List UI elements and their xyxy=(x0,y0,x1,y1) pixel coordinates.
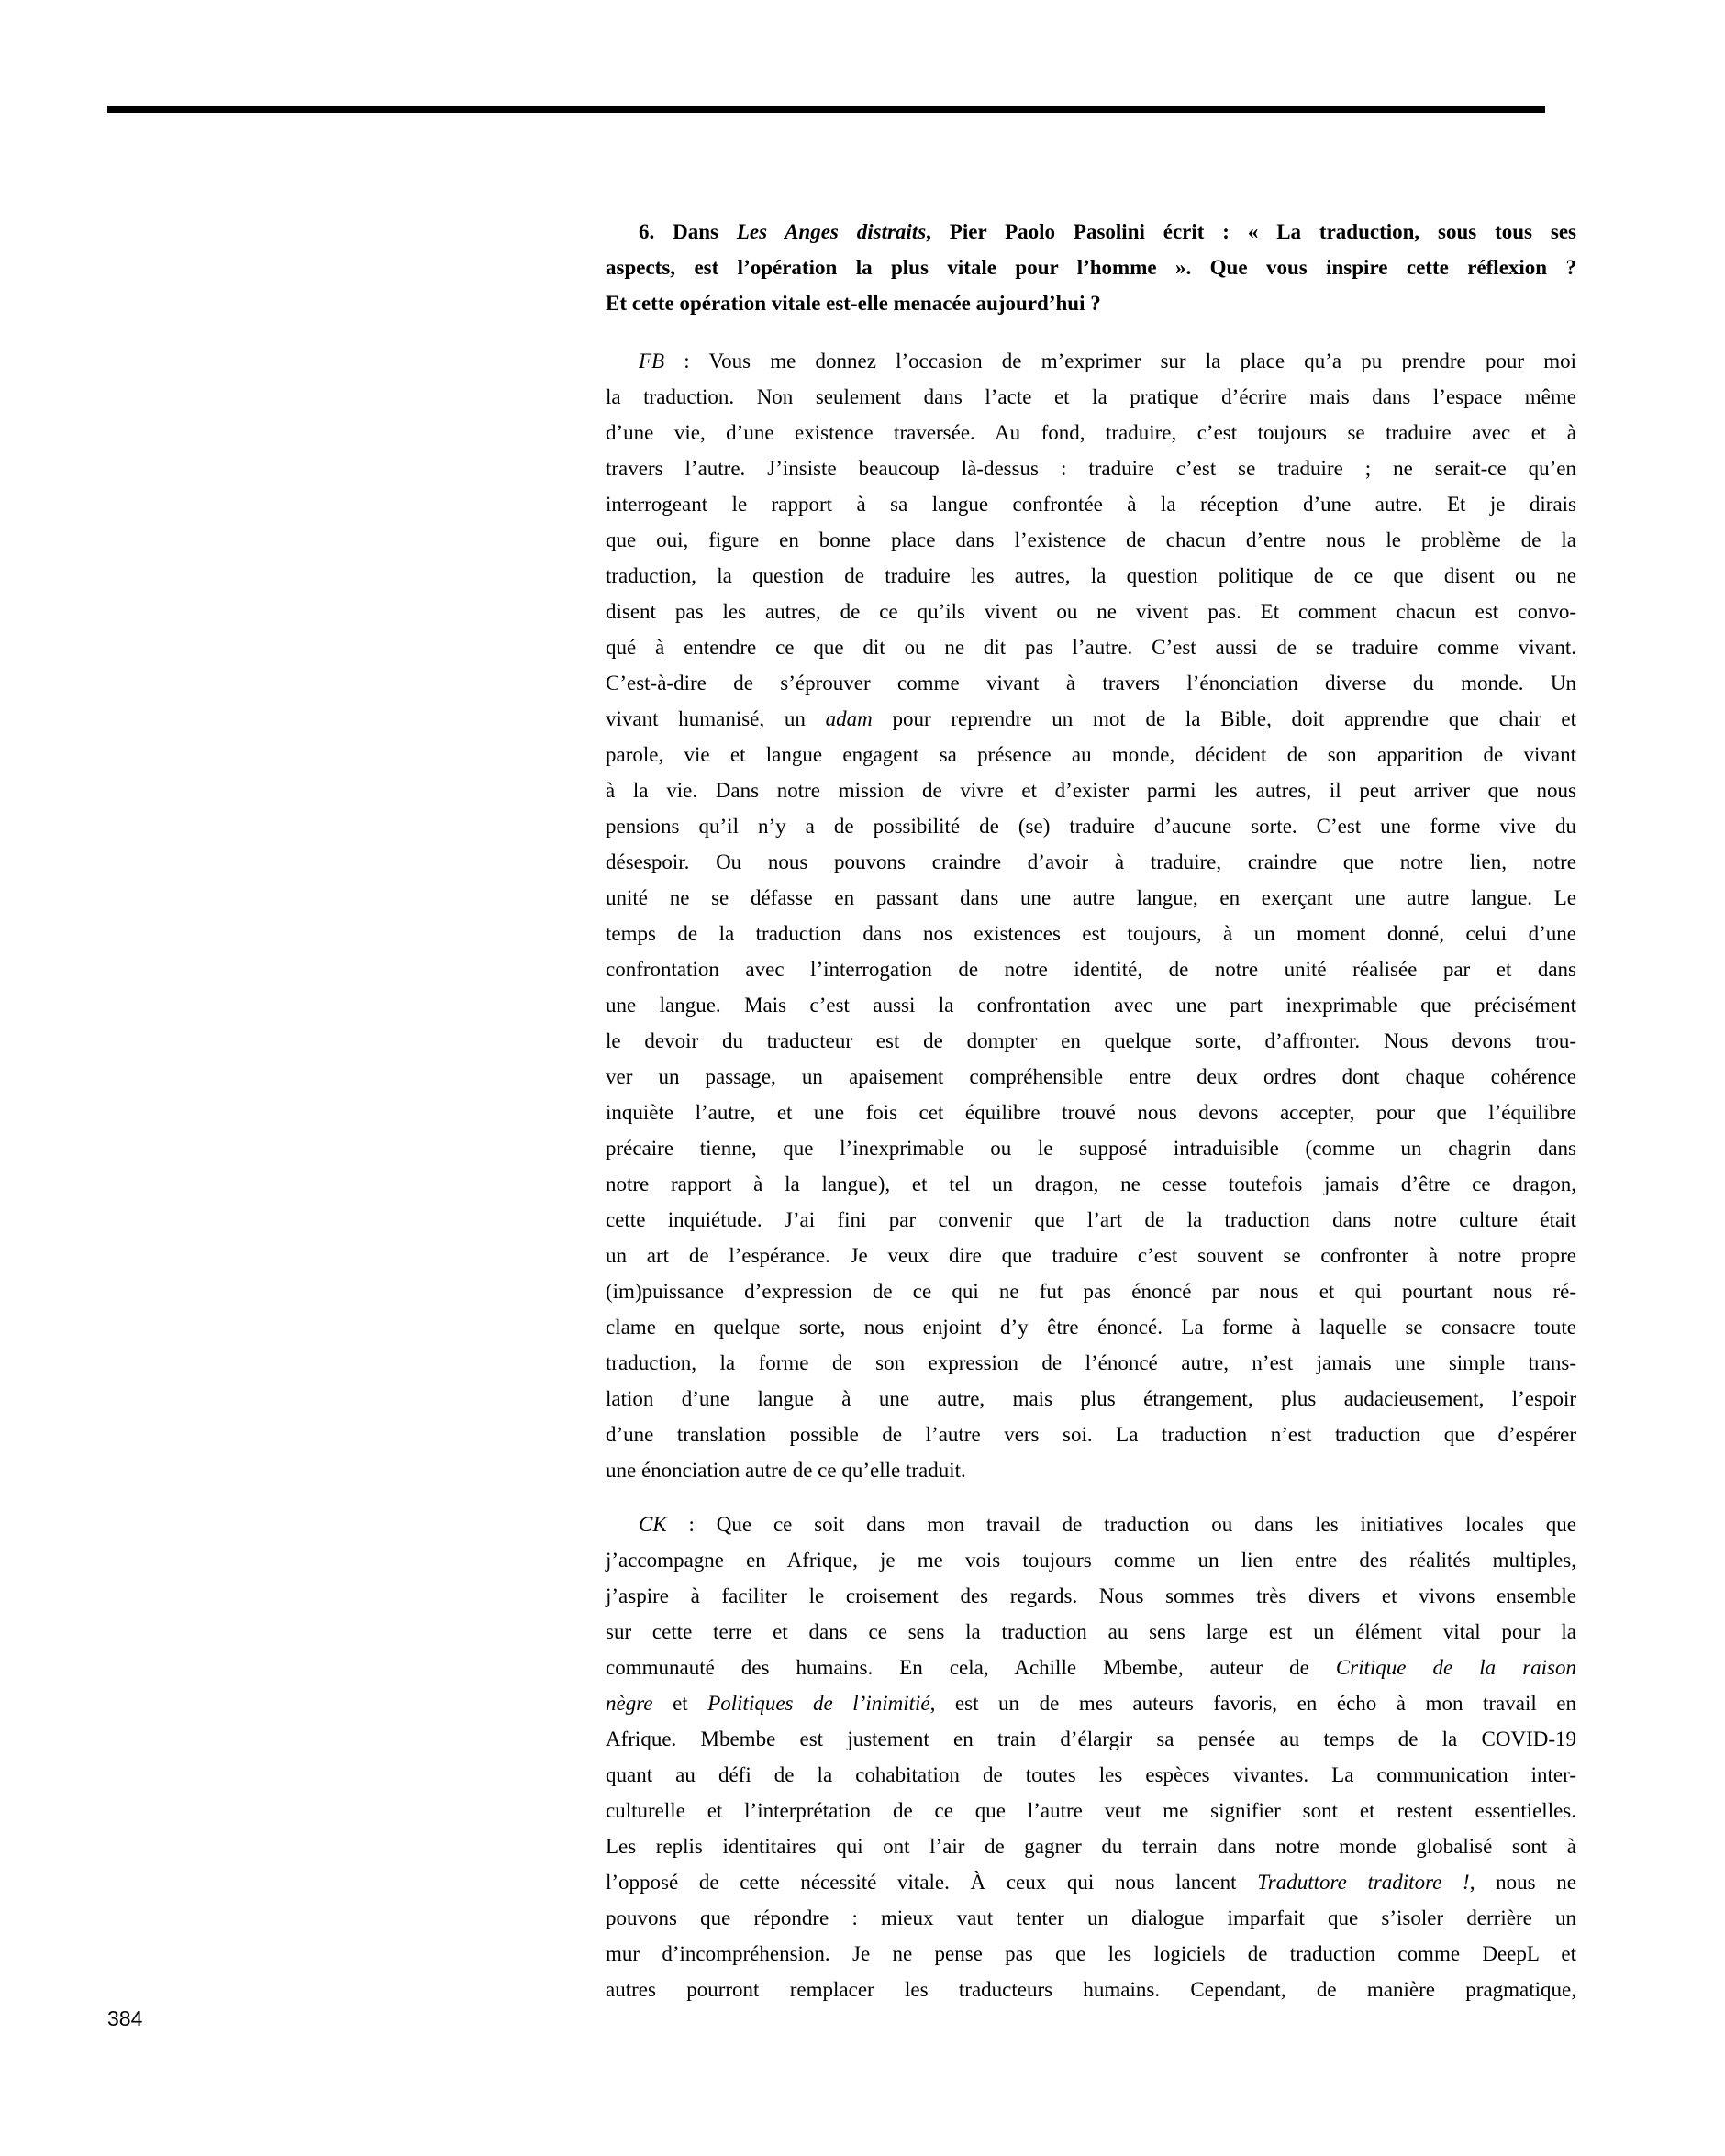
interview-question-6 xyxy=(606,214,1576,321)
text-line xyxy=(606,1381,1576,1417)
text-line xyxy=(606,844,1576,880)
text-line xyxy=(606,951,1576,987)
text-line xyxy=(606,808,1576,844)
body-text: unité ne se défasse en passant dans une autre langue, en exerçant une autre langue. Le xyxy=(606,886,1576,909)
text-line xyxy=(606,450,1576,486)
body-text: parole, vie et langue engagent sa présence au monde, décident de son apparition de vivant xyxy=(606,743,1576,766)
text-line xyxy=(606,1828,1576,1864)
text-line xyxy=(606,1614,1576,1650)
body-text: le devoir du traducteur est de dompter en quelque sorte, d’affronter. Nous devons trou- xyxy=(606,1029,1576,1052)
body-text: j’accompagne en Afrique, je me vois toujours comme un lien entre des réalités multiples, xyxy=(606,1549,1576,1572)
text-line xyxy=(606,1417,1576,1452)
body-text: , nous ne xyxy=(1469,1871,1576,1894)
body-text: pour reprendre un mot de la Bible, doit apprendre que chair et xyxy=(872,707,1576,730)
body-text: quant au défi de la cohabitation de toutes les espèces vivantes. La communication inter- xyxy=(606,1763,1576,1786)
text-line xyxy=(606,1506,1576,1542)
text-line xyxy=(606,250,1576,285)
body-text: j’aspire à faciliter le croisement des regards. Nous sommes très divers et vivons ensemble xyxy=(606,1584,1576,1607)
italic-text: CK xyxy=(639,1513,667,1536)
text-line xyxy=(606,522,1576,558)
body-text: et xyxy=(652,1692,708,1715)
body-text: à la vie. Dans notre mission de vivre et d’exister parmi les autres, il peut arriver que nous xyxy=(606,779,1576,802)
body-text: Les replis identitaires qui ont l’air de gagner du terrain dans notre monde globalisé sont à xyxy=(606,1835,1576,1858)
italic-text: nègre xyxy=(606,1692,653,1715)
text-line xyxy=(606,415,1576,450)
body-text: pouvons que répondre : mieux vaut tenter un dialogue imparfait que s’isoler derrière un xyxy=(606,1906,1576,1929)
text-line xyxy=(606,1166,1576,1202)
text-line xyxy=(606,1864,1576,1900)
text-line xyxy=(606,1793,1576,1828)
text-line xyxy=(606,737,1576,772)
text-line xyxy=(606,1095,1576,1130)
body-text: , Pier Paolo Pasolini écrit : « La traduction, sous tous ses xyxy=(926,220,1576,243)
body-text: Afrique. Mbembe est justement en train d’élargir sa pensée au temps de la COVID-19 xyxy=(606,1728,1576,1750)
italic-text: Les Anges distraits xyxy=(736,220,927,243)
text-line xyxy=(606,1202,1576,1238)
text-line xyxy=(606,379,1576,415)
text-column xyxy=(606,214,1576,2007)
italic-text: Politiques de l’inimitié xyxy=(707,1692,930,1715)
italic-text: FB xyxy=(639,350,665,372)
page-number: 384 xyxy=(107,2006,143,2030)
text-line xyxy=(606,486,1576,522)
text-line xyxy=(606,214,1576,250)
body-text: aspects, est l’opération la plus vitale pour l’homme ». Que vous inspire cette réflexion ? xyxy=(606,256,1576,279)
text-line xyxy=(606,1238,1576,1273)
text-line xyxy=(606,987,1576,1023)
body-text: temps de la traduction dans nos existences est toujours, à un moment donné, celui d’une xyxy=(606,922,1576,945)
body-text: désespoir. Ou nous pouvons craindre d’avoir à traduire, craindre que notre lien, notre xyxy=(606,850,1576,873)
italic-text: adam xyxy=(825,707,873,730)
body-text: précaire tienne, que l’inexprimable ou le supposé intraduisible (comme un chagrin dans xyxy=(606,1137,1576,1160)
body-text: d’une vie, d’une existence traversée. Au fond, traduire, c’est toujours se traduire avec et à xyxy=(606,421,1576,444)
answer-paragraph-fb xyxy=(606,343,1576,1488)
body-text: un art de l’espérance. Je veux dire que traduire c’est souvent se confronter à notre propre xyxy=(606,1244,1576,1267)
text-line xyxy=(606,1345,1576,1381)
body-text: interrogeant le rapport à sa langue confrontée à la réception d’une autre. Et je dirais xyxy=(606,493,1576,516)
text-line xyxy=(606,1309,1576,1345)
body-text: vivant humanisé, un xyxy=(606,707,826,730)
body-text: Et cette opération vitale est-elle menacée aujourd’hui ? xyxy=(606,292,1101,315)
body-text: C’est-à-dire de s’éprouver comme vivant à travers l’énonciation diverse du monde. Un xyxy=(606,672,1576,695)
body-text: cette inquiétude. J’ai fini par convenir que l’art de la traduction dans notre culture était xyxy=(606,1208,1576,1231)
text-line xyxy=(606,1900,1576,1936)
body-text: confrontation avec l’interrogation de notre identité, de notre unité réalisée par et dans xyxy=(606,958,1576,981)
body-text: pensions qu’il n’y a de possibilité de (se) traduire d’aucune sorte. C’est une forme vive du xyxy=(606,815,1576,838)
body-text: une langue. Mais c’est aussi la confrontation avec une part inexprimable que précisément xyxy=(606,994,1576,1017)
body-text: que oui, figure en bonne place dans l’existence de chacun d’entre nous le problème de la xyxy=(606,528,1576,551)
italic-text: Traduttore traditore ! xyxy=(1257,1871,1470,1894)
header-rule xyxy=(107,106,1545,113)
text-line xyxy=(606,772,1576,808)
text-line xyxy=(606,1685,1576,1721)
text-line xyxy=(606,558,1576,594)
text-line xyxy=(606,1452,1576,1488)
text-line xyxy=(606,1130,1576,1166)
body-text: clame en quelque sorte, nous enjoint d’y être énoncé. La forme à laquelle se consacre toute xyxy=(606,1316,1576,1339)
body-text: culturelle et l’interprétation de ce que l’autre veut me signifier sont et restent essentielles. xyxy=(606,1799,1576,1822)
text-line xyxy=(606,665,1576,701)
text-line xyxy=(606,1273,1576,1309)
body-text: autres pourront remplacer les traducteurs humains. Cependant, de manière pragmatique, xyxy=(606,1978,1576,2001)
text-line xyxy=(606,880,1576,916)
text-line xyxy=(606,1721,1576,1757)
body-text: 6. Dans xyxy=(639,220,737,243)
body-text: la traduction. Non seulement dans l’acte et la pratique d’écrire mais dans l’espace même xyxy=(606,385,1576,408)
text-line xyxy=(606,1059,1576,1095)
body-text: travers l’autre. J’insiste beaucoup là-dessus : traduire c’est se traduire ; ne serait-ce qu’en xyxy=(606,457,1576,480)
body-text: d’une translation possible de l’autre vers soi. La traduction n’est traduction que d’espérer xyxy=(606,1423,1576,1446)
body-text: ver un passage, un apaisement compréhensible entre deux ordres dont chaque cohérence xyxy=(606,1065,1576,1088)
body-text: : Que ce soit dans mon travail de traduction ou dans les initiatives locales que xyxy=(666,1513,1576,1536)
body-text: mur d’incompréhension. Je ne pense pas que les logiciels de traduction comme DeepL et xyxy=(606,1942,1576,1965)
text-line xyxy=(606,343,1576,379)
body-text: disent pas les autres, de ce qu’ils vivent ou ne vivent pas. Et comment chacun est convo- xyxy=(606,600,1576,623)
body-text: inquiète l’autre, et une fois cet équilibre trouvé nous devons accepter, pour que l’équilibre xyxy=(606,1101,1576,1124)
text-line xyxy=(606,916,1576,951)
text-line xyxy=(606,701,1576,737)
text-line xyxy=(606,1023,1576,1059)
body-text: traduction, la forme de son expression de l’énoncé autre, n’est jamais une simple trans- xyxy=(606,1351,1576,1374)
body-text: lation d’une langue à une autre, mais plus étrangement, plus audacieusement, l’espoir xyxy=(606,1387,1576,1410)
text-line xyxy=(606,1578,1576,1614)
text-line xyxy=(606,629,1576,665)
text-line xyxy=(606,1936,1576,1972)
text-line xyxy=(606,1542,1576,1578)
body-text: l’opposé de cette nécessité vitale. À ceux qui nous lancent xyxy=(606,1871,1258,1894)
answer-paragraph-ck xyxy=(606,1506,1576,2007)
body-text: traduction, la question de traduire les autres, la question politique de ce que disent ou ne xyxy=(606,564,1576,587)
body-text: sur cette terre et dans ce sens la traduction au sens large est un élément vital pour la xyxy=(606,1620,1576,1643)
text-line xyxy=(606,1757,1576,1793)
body-text: communauté des humains. En cela, Achille Mbembe, auteur de xyxy=(606,1656,1336,1679)
body-text: qué à entendre ce que dit ou ne dit pas l’autre. C’est aussi de se traduire comme vivant. xyxy=(606,636,1576,659)
body-text: (im)puissance d’expression de ce qui ne fut pas énoncé par nous et qui pourtant nous ré- xyxy=(606,1280,1576,1303)
text-line xyxy=(606,594,1576,629)
text-line xyxy=(606,1650,1576,1685)
body-text: une énonciation autre de ce qu’elle traduit. xyxy=(606,1459,966,1482)
body-text: , est un de mes auteurs favoris, en écho à mon travail en xyxy=(929,1692,1576,1715)
text-line xyxy=(606,1972,1576,2007)
italic-text: Critique de la raison xyxy=(1335,1656,1576,1679)
text-line xyxy=(606,285,1576,321)
body-text: notre rapport à la langue), et tel un dragon, ne cesse toutefois jamais d’être ce dragon, xyxy=(606,1172,1576,1195)
body-text: : Vous me donnez l’occasion de m’exprimer sur la place qu’a pu prendre pour moi xyxy=(664,350,1576,372)
